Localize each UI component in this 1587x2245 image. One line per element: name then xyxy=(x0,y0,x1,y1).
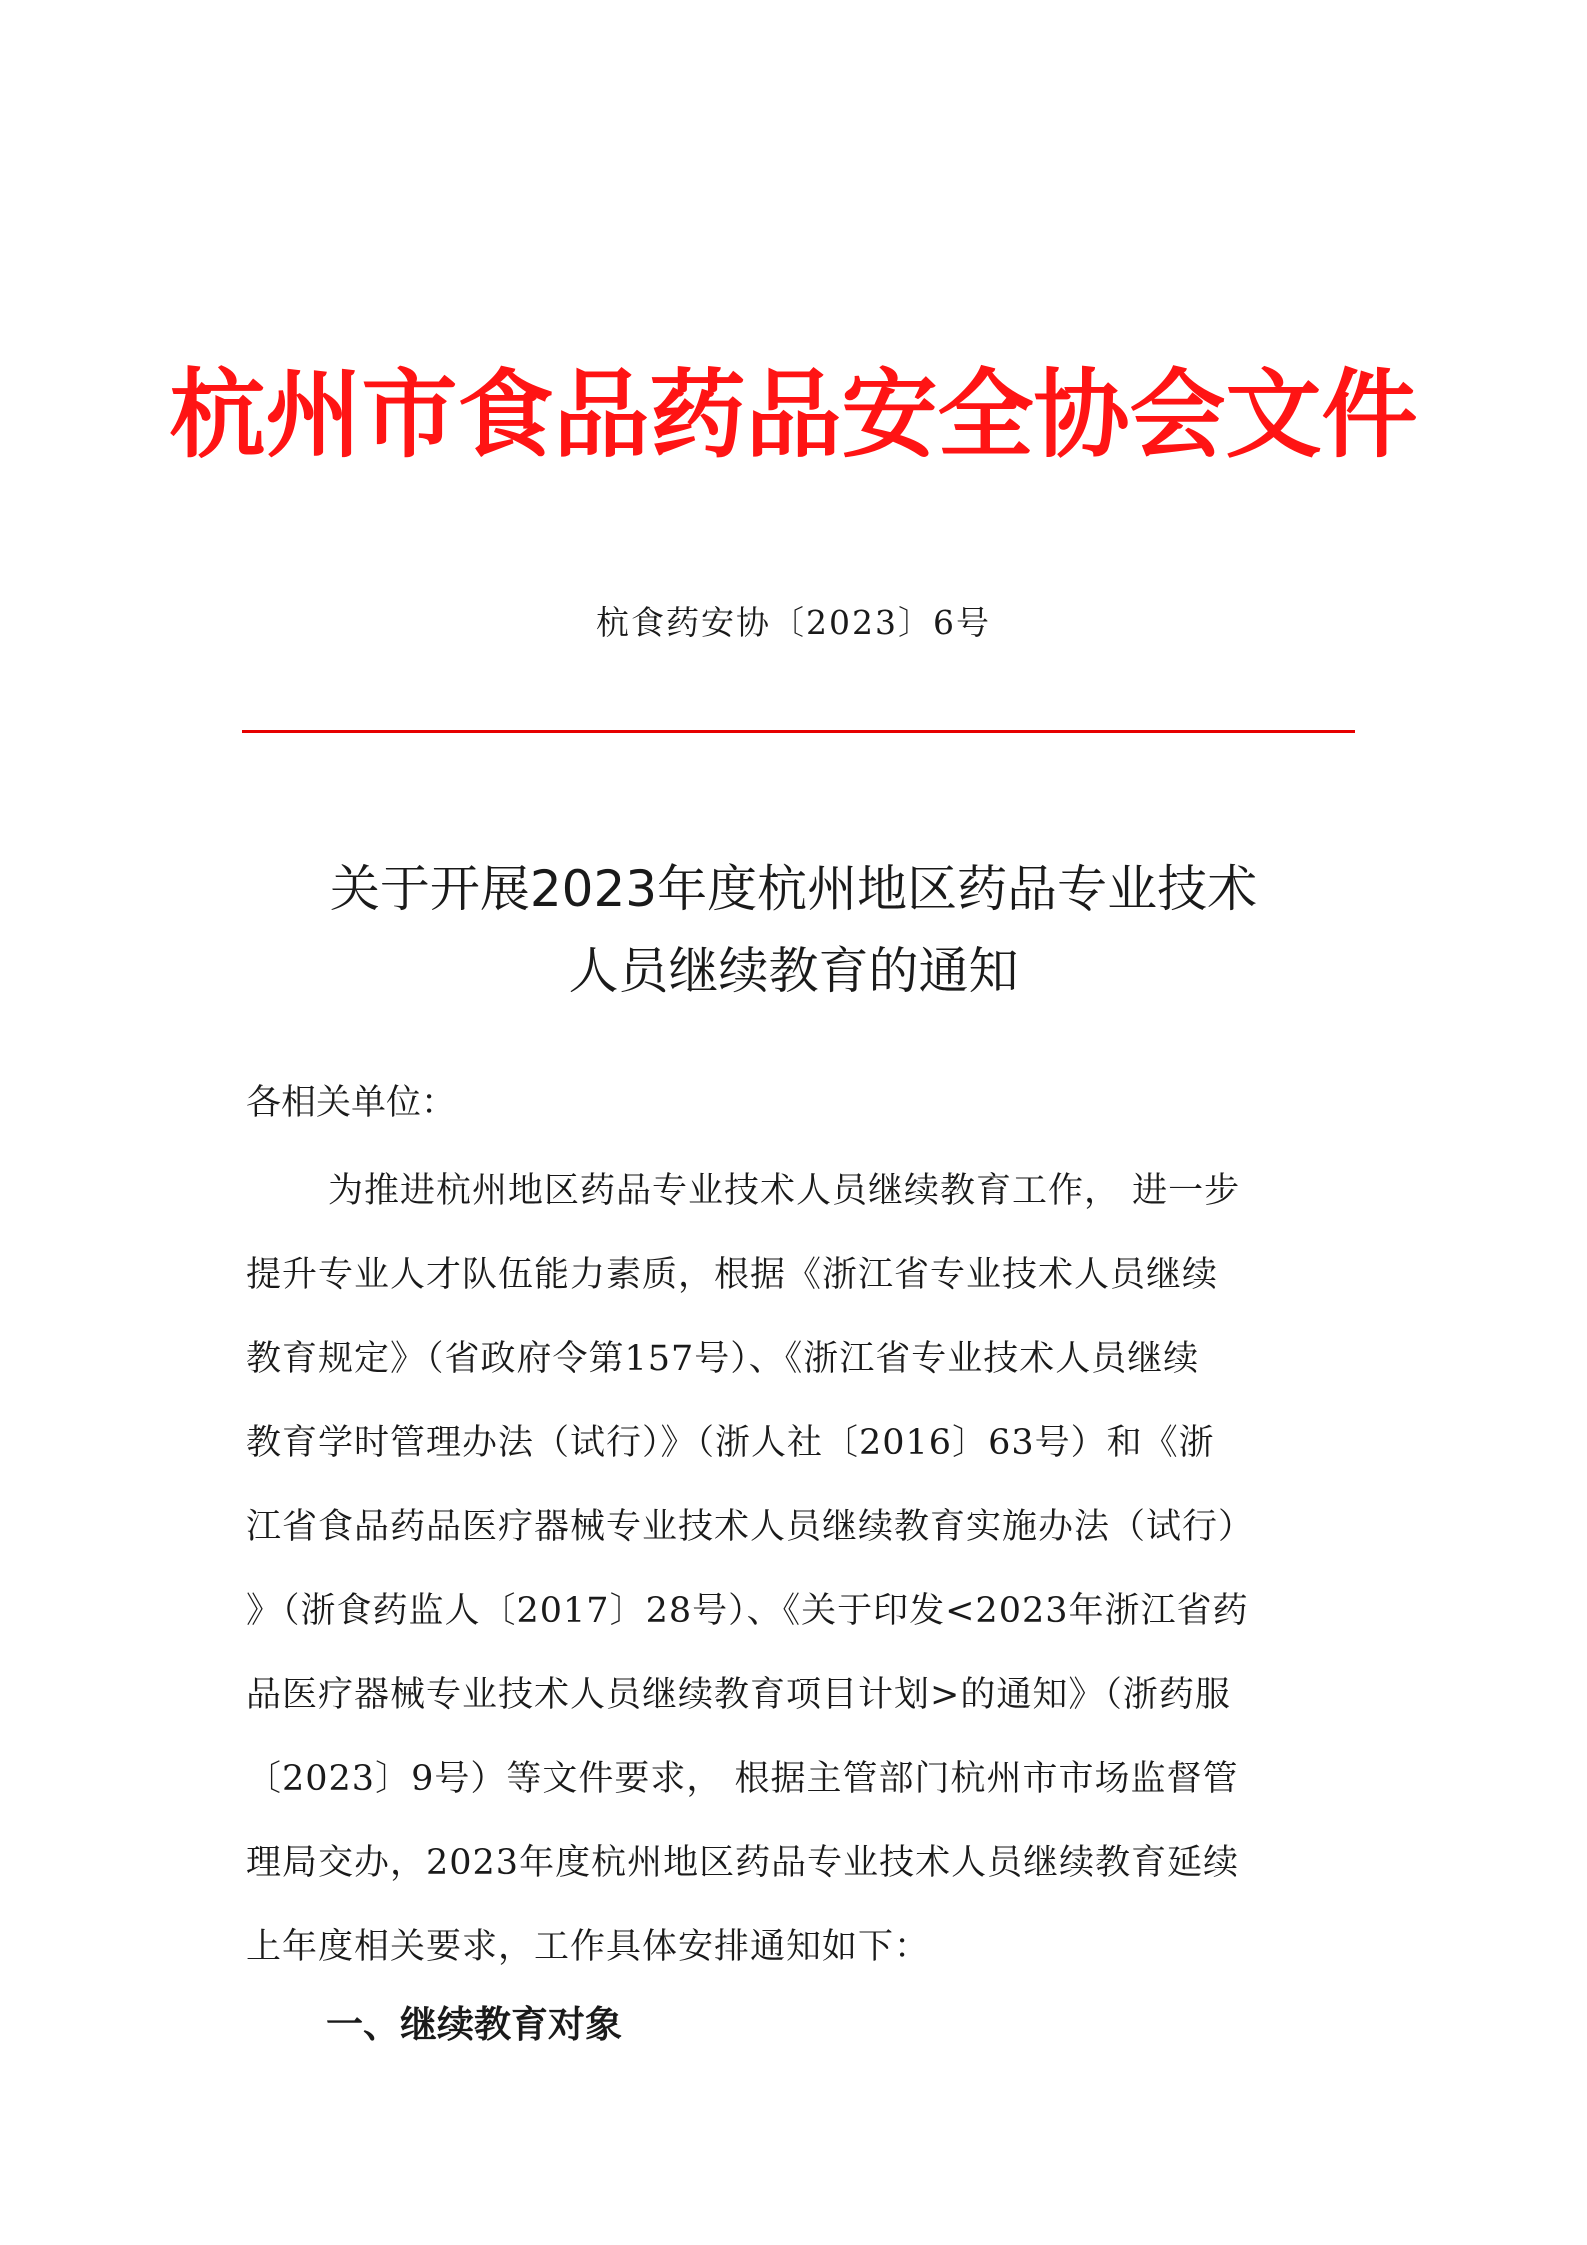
body-line: 理局交办，2023年度杭州地区药品专业技术人员继续教育延续 xyxy=(246,1843,1240,1883)
body-line: 〔2023〕9号）等文件要求， 根据主管部门杭州市市场监督管 xyxy=(246,1759,1239,1799)
body-paragraph xyxy=(246,1166,1366,2006)
body-line: 上年度相关要求，工作具体安排通知如下： xyxy=(246,1927,931,1967)
body-line: 教育规定》（省政府令第157号）、《浙江省专业技术人员继续 xyxy=(246,1339,1200,1379)
masthead-title: 杭州市食品药品安全协会文件 xyxy=(169,358,1418,471)
red-divider-line xyxy=(242,730,1355,733)
salutation: 各相关单位： xyxy=(246,1083,457,1123)
body-line: 为推进杭州地区药品专业技术人员继续教育工作， 进一步 xyxy=(328,1171,1241,1211)
body-line: 提升专业人才队伍能力素质，根据《浙江省专业技术人员继续 xyxy=(246,1255,1219,1295)
section-heading: 一、继续教育对象 xyxy=(326,2003,622,2046)
notice-title xyxy=(0,848,1587,1012)
body-line: 教育学时管理办法（试行）》（浙人社〔2016〕63号）和《浙 xyxy=(246,1423,1215,1463)
document-number: 杭食药安协〔2023〕6号 xyxy=(596,603,991,642)
notice-title-line-1: 关于开展2023年度杭州地区药品专业技术 xyxy=(329,860,1258,918)
body-line: 》（浙食药监人〔2017〕28号）、《关于印发<2023年浙江省药 xyxy=(246,1591,1249,1631)
body-line: 江省食品药品医疗器械专业技术人员继续教育实施办法（试行） xyxy=(246,1507,1255,1547)
body-line: 品医疗器械专业技术人员继续教育项目计划>的通知》（浙药服 xyxy=(246,1675,1231,1715)
notice-title-line-2: 人员继续教育的通知 xyxy=(568,942,1019,1000)
